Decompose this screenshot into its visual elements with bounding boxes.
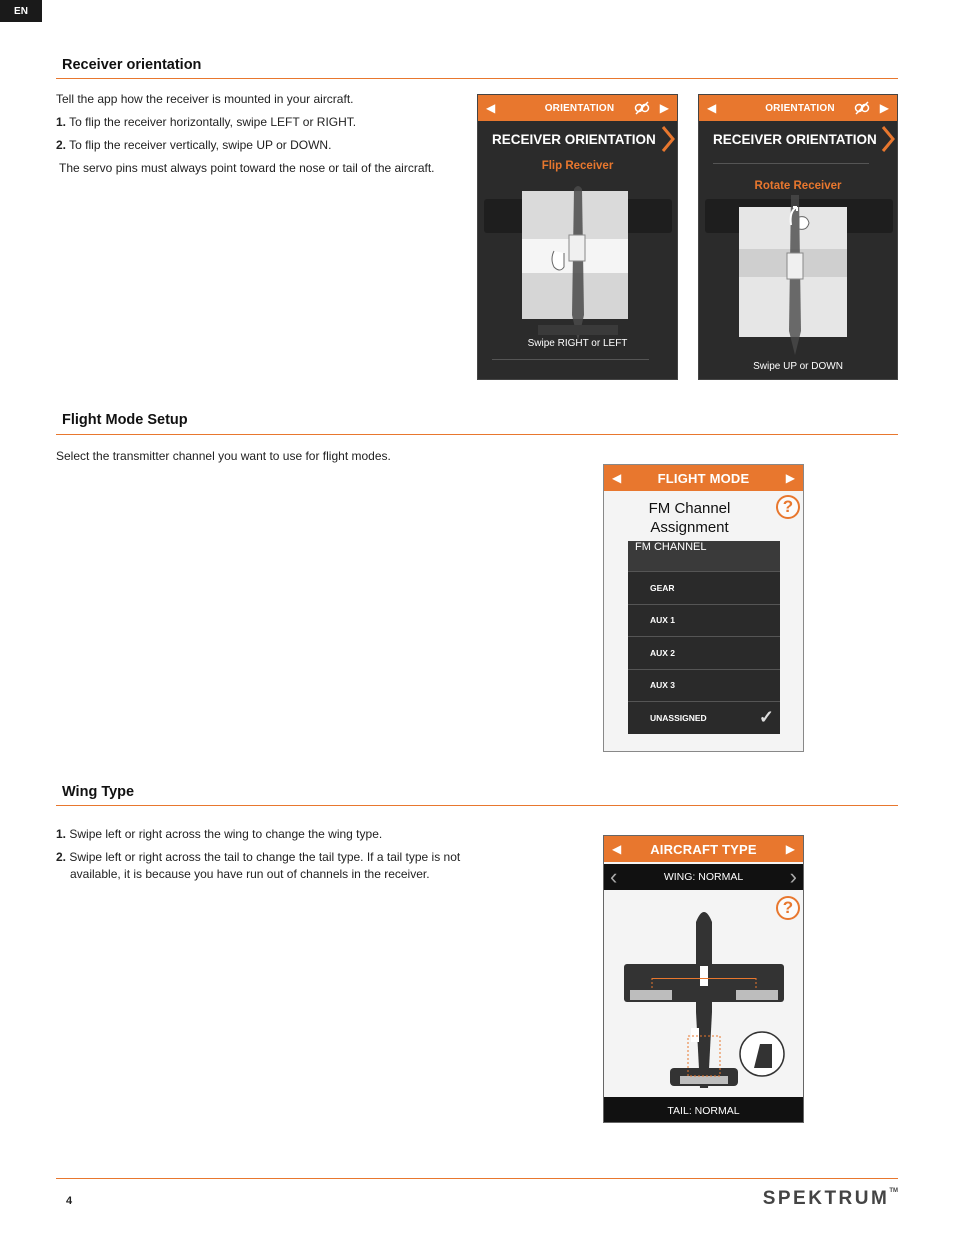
fm-channel-heading: [604, 499, 775, 537]
heading-line: Assignment: [650, 519, 729, 536]
fm-channel-option-unassigned[interactable]: [628, 701, 780, 734]
screen-header: [604, 465, 803, 491]
screen-header-title: ORIENTATION: [765, 102, 835, 114]
prev-arrow-icon[interactable]: ◀: [612, 842, 622, 856]
step-text: To flip the receiver vertically, swipe UP or DOWN.: [69, 138, 332, 152]
prev-arrow-icon[interactable]: ◀: [486, 101, 496, 115]
fm-channel-option-aux1[interactable]: [628, 604, 780, 637]
footer-divider: [56, 1178, 898, 1179]
section-title-flight-mode-setup: Flight Mode Setup: [62, 412, 188, 428]
fm-channel-option-aux3[interactable]: [628, 669, 780, 702]
option-label: AUX 1: [650, 615, 676, 626]
screen-header-title: AIRCRAFT TYPE: [650, 841, 757, 857]
prev-arrow-icon[interactable]: ◀: [707, 101, 717, 115]
tail-type-value: TAIL: NORMAL: [667, 1104, 740, 1117]
fm-channel-option-gear[interactable]: [628, 571, 780, 604]
divider: [492, 359, 649, 360]
chevron-left-icon[interactable]: ‹: [610, 864, 618, 889]
help-icon[interactable]: ?: [776, 495, 800, 519]
receiver-intro: Tell the app how the receiver is mounted in your aircraft.: [56, 92, 354, 106]
step-number: 1.: [56, 115, 67, 129]
section-divider: [56, 805, 898, 806]
flight-mode-screen: [603, 464, 804, 752]
prev-arrow-icon[interactable]: ◀: [612, 471, 622, 485]
heading-line: FM Channel: [648, 500, 731, 517]
fm-channel-list-header: FM CHANNEL: [628, 541, 780, 571]
option-label: GEAR: [650, 582, 675, 593]
section-title-wing-type: Wing Type: [62, 784, 135, 800]
wing-step-2-cont: available, it is because you have run out of channels in the receiver.: [70, 867, 430, 881]
fm-channel-option-aux2[interactable]: [628, 636, 780, 669]
rotate-receiver-screen: [698, 94, 898, 380]
screen-footer-hint: Swipe UP or DOWN: [753, 361, 843, 372]
section-title-receiver-orientation: Receiver orientation: [62, 57, 202, 73]
option-label: AUX 3: [650, 680, 676, 691]
screen-subtitle: Flip Receiver: [541, 160, 614, 172]
help-icon[interactable]: ?: [776, 896, 800, 920]
next-arrow-icon[interactable]: ▶: [785, 471, 795, 485]
next-arrow-icon[interactable]: ▶: [879, 101, 889, 115]
link-off-icon[interactable]: [854, 101, 870, 115]
trademark: TM: [889, 1188, 898, 1194]
receiver-step-2: [56, 137, 456, 154]
section-divider: [56, 434, 898, 435]
tail-type-selector[interactable]: [604, 1097, 803, 1123]
aircraft-diagram[interactable]: [604, 892, 804, 1098]
chevron-right-icon[interactable]: ›: [789, 864, 797, 889]
chevron-right-icon[interactable]: [661, 125, 675, 153]
step-text: To flip the receiver horizontally, swipe LEFT or RIGHT.: [69, 115, 357, 129]
aircraft-type-screen: [603, 835, 804, 1123]
wing-step-1: [56, 826, 476, 843]
screen-title: RECEIVER ORIENTATION: [713, 132, 877, 147]
screen-footer-hint: Swipe RIGHT or LEFT: [527, 338, 628, 349]
link-off-icon[interactable]: [634, 101, 650, 115]
screen-subtitle: Rotate Receiver: [754, 180, 842, 192]
screen-header: [478, 95, 677, 121]
brand-name: SPEKTRUM: [762, 1188, 890, 1209]
screen-header: [699, 95, 897, 121]
receiver-instructions: [56, 91, 456, 177]
screen-header: [604, 836, 803, 862]
option-label: AUX 2: [650, 647, 676, 658]
step-number: 2.: [56, 138, 67, 152]
step-number: 2.: [56, 850, 67, 864]
checkmark-icon: ✓: [758, 707, 774, 728]
wing-type-value: WING: NORMAL: [663, 871, 744, 883]
receiver-step-1: [56, 114, 456, 131]
next-arrow-icon[interactable]: ▶: [785, 842, 795, 856]
wing-type-selector[interactable]: [604, 864, 803, 890]
wing-step-2: [56, 849, 476, 866]
aircraft-receiver-diagram[interactable]: [699, 195, 898, 355]
step-number: 1.: [56, 827, 67, 841]
receiver-note: The servo pins must always point toward the nose or tail of the aircraft.: [59, 161, 435, 175]
divider: [713, 163, 869, 164]
screen-header-title: FLIGHT MODE: [657, 470, 750, 486]
next-arrow-icon[interactable]: ▶: [659, 101, 669, 115]
screen-header-title: ORIENTATION: [544, 102, 615, 114]
page-number: 4: [66, 1195, 73, 1207]
option-label: UNASSIGNED: [650, 712, 707, 723]
flip-receiver-screen: [477, 94, 678, 380]
flight-mode-text: Select the transmitter channel you want to use for flight modes.: [56, 449, 391, 463]
aircraft-receiver-diagram[interactable]: [478, 185, 678, 345]
screen-title: RECEIVER ORIENTATION: [492, 132, 656, 147]
wing-type-instructions: [56, 826, 476, 883]
step-text: Swipe left or right across the wing to change the wing type.: [69, 827, 383, 841]
language-tab: EN: [0, 0, 42, 22]
step-text: Swipe left or right across the tail to change the tail type. If a tail type is not: [69, 850, 461, 864]
fm-channel-list: [628, 541, 780, 734]
spektrum-logo: [763, 1188, 898, 1210]
section-divider: [56, 78, 898, 79]
chevron-right-icon[interactable]: [881, 125, 895, 153]
